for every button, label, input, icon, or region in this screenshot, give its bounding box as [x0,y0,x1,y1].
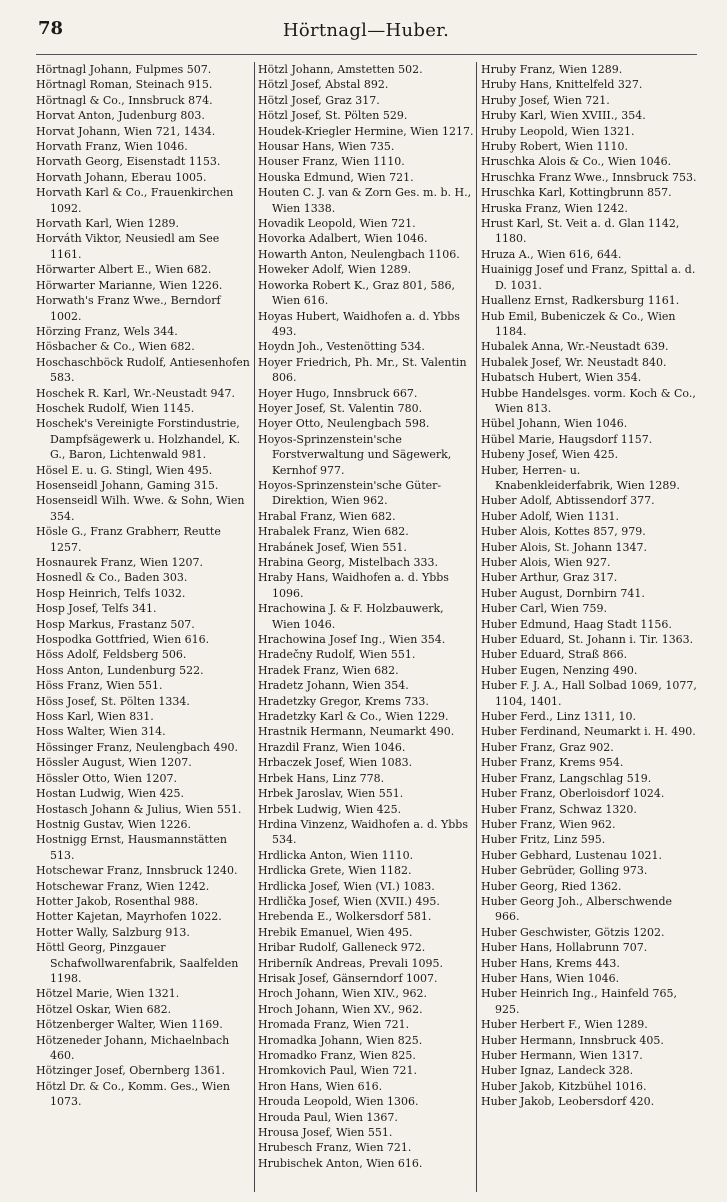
directory-entry: Hruby Leopold, Wien 1321. [481,124,635,138]
directory-entry: Hroch Johann, Wien XV., 962. [258,1002,423,1016]
directory-entry: Hradetzky Gregor, Krems 733. [258,694,429,708]
directory-entry: Hötzl Johann, Amstetten 502. [258,63,423,76]
directory-entry: Hruby Franz, Wien 1289. [481,63,623,76]
directory-entry: Hrubesch Franz, Wien 721. [258,1141,412,1155]
directory-entry: Hoyer Hugo, Innsbruck 667. [258,386,418,400]
directory-entry: Horvath Franz, Wien 1046. [36,140,188,154]
directory-entry: Hromadka Johann, Wien 825. [258,1033,423,1047]
directory-entry: Huber Alois, St. Johann 1347. [481,540,648,554]
directory-entry: Hotschewar Franz, Wien 1242. [36,879,210,893]
directory-entry: Hroch Johann, Wien XIV., 962. [258,987,427,1001]
directory-entry: Huber Franz, Wien 962. [481,817,616,831]
directory-entry: Höttl Georg, Pinzgauer Schafwollwarenfabrik, Saalfelden 1198. [36,941,239,985]
directory-entry: Horváth Viktor, Neusiedl am See 1161. [36,232,220,261]
directory-entry: Horvath Georg, Eisenstadt 1153. [36,155,221,169]
directory-entry: Huber August, Dornbirn 741. [481,586,645,600]
directory-entry: Huber Franz, Graz 902. [481,740,614,754]
directory-entry: Hoyer Friedrich, Ph. Mr., St. Valentin 806. [258,355,467,385]
directory-entry: Hosenseidl Wilh. Wwe. & Sohn, Wien 354. [36,494,245,523]
directory-entry: Hoyos-Sprinzenstein'sche Güter-Direktion, Wien 962. [258,478,442,508]
directory-entry: Hötzel Oskar, Wien 682. [36,1002,172,1016]
directory-entry: Houser Franz, Wien 1110. [258,155,405,169]
directory-entry: Hoydn Joh., Vestenötting 534. [258,340,425,354]
directory-entry: Hotter Kajetan, Mayrhofen 1022. [36,910,222,924]
directory-entry: Hrubischek Anton, Wien 616. [258,1156,423,1170]
directory-entry: Hruby Robert, Wien 1110. [481,140,629,154]
directory-entry: Horvath Johann, Eberau 1005. [36,170,207,184]
directory-entry: Hübel Marie, Haugsdorf 1157. [481,432,653,446]
directory-entry: Hoschek R. Karl, Wr.-Neustadt 947. [36,386,235,400]
directory-entry: Hovorka Adalbert, Wien 1046. [258,232,428,246]
directory-entry: Hötzenberger Walter, Wien 1169. [36,1018,223,1032]
directory-entry: Hoschek Rudolf, Wien 1145. [36,401,195,415]
directory-entry: Hruby Hans, Knittelfeld 327. [481,78,643,92]
directory-entry: Hörzing Franz, Wels 344. [36,324,178,338]
directory-entry: Hössler Otto, Wien 1207. [36,771,177,785]
directory-entry: Hötzl Josef, Graz 317. [258,93,380,107]
directory-entry: Hörtnagl Roman, Steinach 915. [36,78,213,92]
directory-entry: Huber F. J. A., Hall Solbad 1069, 1077, 1104, 1401. [481,679,697,708]
header-rule [36,54,697,55]
directory-entry: Hrabal Franz, Wien 682. [258,509,396,523]
directory-entry: Hoschek's Vereinigte Forstindustrie, Dampfsägewerk u. Holzhandel, K. G., Baron, Lichtenwald 981. [36,417,241,462]
directory-entry: Huber Georg Joh., Alberschwende 966. [481,894,673,924]
directory-entry: Hrouda Paul, Wien 1367. [258,1110,398,1124]
directory-entry: Hösel E. u. G. Stingl, Wien 495. [36,463,213,477]
directory-entry: Huber Ferdinand, Neumarkt i. H. 490. [481,725,696,739]
directory-entry: Hrbek Ludwig, Wien 425. [258,802,402,816]
directory-entry: Huber Hermann, Innsbruck 405. [481,1033,664,1047]
directory-entry: Huber Eduard, Straß 866. [481,648,628,662]
directory-entry: Huber Ferd., Linz 1311, 10. [481,710,636,724]
directory-entry: Höss Franz, Wien 551. [36,679,163,693]
directory-column-1 [36,62,252,1192]
directory-entry: Hörtnagl Johann, Fulpmes 507. [36,63,212,76]
directory-entry: Hrazdil Franz, Wien 1046. [258,740,406,754]
directory-entry: Hoss Karl, Wien 831. [36,710,154,724]
directory-entry: Hrabánek Josef, Wien 551. [258,540,407,554]
column-divider [254,62,255,1192]
directory-entry: Huber Arthur, Graz 317. [481,571,618,585]
directory-entry: Hübel Johann, Wien 1046. [481,417,628,431]
directory-entry: Hrabina Georg, Mistelbach 333. [258,556,439,569]
directory-entry: Hraby Hans, Waidhofen a. d. Ybbs 1096. [258,571,449,600]
directory-entry: Houska Edmund, Wien 721. [258,170,414,184]
directory-entry: Hrdlicka Anton, Wien 1110. [258,848,414,862]
directory-entry: Hrebenda E., Wolkersdorf 581. [258,910,432,924]
directory-entry: Hradetz Johann, Wien 354. [258,679,409,693]
column-divider [476,62,477,1192]
directory-entry: Housar Hans, Wien 735. [258,140,395,154]
page-number: 78 [38,18,64,39]
directory-entry: Hössinger Franz, Neulengbach 490. [36,740,238,754]
directory-entry: Huber Franz, Langschlag 519. [481,771,652,785]
directory-entry: Hruschka Karl, Kottingbrunn 857. [481,186,672,200]
directory-entry: Huber Eduard, St. Johann i. Tir. 1363. [481,633,694,647]
directory-entry: Höss Josef, St. Pölten 1334. [36,694,190,708]
directory-entry: Hörwarter Marianne, Wien 1226. [36,278,223,292]
directory-entry: Huber Hans, Hollabrunn 707. [481,941,648,955]
directory-entry: Huber Hermann, Wien 1317. [481,1049,643,1062]
directory-entry: Hrdina Vinzenz, Waidhofen a. d. Ybbs 534. [258,817,468,847]
directory-entry: Hubeny Josef, Wien 425. [481,448,619,462]
directory-column-2 [258,62,474,1192]
directory-entry: Hoss Anton, Lundenburg 522. [36,663,204,677]
directory-entry: Hospodka Gottfried, Wien 616. [36,633,210,647]
directory-entry: Hruby Karl, Wien XVIII., 354. [481,109,646,123]
directory-entry: Huber Gebhard, Lustenau 1021. [481,848,662,862]
directory-entry: Hotschewar Franz, Innsbruck 1240. [36,864,238,878]
directory-entry: Hrachowina Josef Ing., Wien 354. [258,633,446,647]
directory-entry: Hruza A., Wien 616, 644. [481,247,622,261]
directory-entry: Hrbek Jaroslav, Wien 551. [258,787,404,801]
directory-entry: Hruschka Franz Wwe., Innsbruck 753. [481,170,697,184]
directory-entry: Huber Herbert F., Wien 1289. [481,1018,648,1032]
directory-entry: Huber Edmund, Haag Stadt 1156. [481,617,672,631]
directory-entry: Huber Alois, Wien 927. [481,556,611,569]
directory-entry: Howeker Adolf, Wien 1289. [258,263,412,277]
directory-entry: Hrebik Emanuel, Wien 495. [258,925,413,939]
directory-entry: Hron Hans, Wien 616. [258,1079,383,1093]
directory-entry: Houdek-Kriegler Hermine, Wien 1217. [258,124,474,138]
directory-entry: Hörwarter Albert E., Wien 682. [36,263,212,277]
directory-entry: Huber Jakob, Leobersdorf 420. [481,1095,655,1109]
directory-entry: Huber Georg, Ried 1362. [481,879,622,893]
directory-entry: Hubalek Josef, Wr. Neustadt 840. [481,355,667,369]
directory-entry: Hubalek Anna, Wr.-Neustadt 639. [481,340,669,354]
directory-entry: Hötzeneder Johann, Michaelnbach 460. [36,1033,230,1062]
directory-entry: Hromadko Franz, Wien 825. [258,1049,416,1062]
directory-entry: Huber Hans, Wien 1046. [481,971,620,985]
directory-entry: Hrisak Josef, Gänserndorf 1007. [258,971,438,985]
page-title: Hörtnagl—Huber. [282,20,450,41]
directory-entry: Hosnedl & Co., Baden 303. [36,571,188,585]
directory-entry: Hromada Franz, Wien 721. [258,1018,410,1032]
directory-entry: Hoyer Josef, St. Valentin 780. [258,401,423,415]
directory-entry: Hösle G., Franz Grabherr, Reutte 1257. [36,525,221,554]
directory-entry: Hradečny Rudolf, Wien 551. [258,648,416,662]
directory-entry: Huber Carl, Wien 759. [481,602,607,616]
directory-entry: Hosp Markus, Frastanz 507. [36,617,195,631]
directory-entry: Hosp Josef, Telfs 341. [36,602,157,616]
directory-entry: Hrbaczek Josef, Wien 1083. [258,756,413,770]
directory-entry: Hruby Josef, Wien 721. [481,93,610,107]
directory-entry: Hradetzky Karl & Co., Wien 1229. [258,710,449,724]
directory-entry: Hostan Ludwig, Wien 425. [36,787,185,801]
directory-entry: Hötzl Dr. & Co., Komm. Ges., Wien 1073. [36,1079,230,1109]
directory-entry: Hubatsch Hubert, Wien 354. [481,371,642,385]
directory-entry: Hrouda Leopold, Wien 1306. [258,1095,419,1109]
directory-entry: Hruska Franz, Wien 1242. [481,201,628,215]
directory-entry: Hostnigg Ernst, Hausmannstätten 513. [36,833,227,862]
directory-entry: Hrousa Josef, Wien 551. [258,1126,393,1140]
directory-entry: Hösbacher & Co., Wien 682. [36,340,195,354]
directory-entry: Hötzel Marie, Wien 1321. [36,987,180,1001]
directory-entry: Horvat Johann, Wien 721, 1434. [36,124,216,138]
directory-entry: Hoschaschböck Rudolf, Antiesenhofen 583. [36,355,250,385]
directory-entry: Huber, Herren- u. Knabenkleiderfabrik, Wien 1289. [481,463,680,492]
directory-entry: Huber Fritz, Linz 595. [481,833,606,847]
directory-entry: Hriberník Andreas, Prevali 1095. [258,956,443,970]
directory-entry: Houten C. J. van & Zorn Ges. m. b. H., Wien 1338. [258,186,472,215]
directory-entry: Horwath's Franz Wwe., Berndorf 1002. [36,294,221,323]
directory-entry: Huber Geschwister, Götzis 1202. [481,925,665,939]
directory-entry: Hotter Wally, Salzburg 913. [36,925,190,939]
directory-entry: Huber Jakob, Kitzbühel 1016. [481,1079,647,1093]
directory-entry: Howarth Anton, Neulengbach 1106. [258,247,460,261]
directory-entry: Howorka Robert K., Graz 801, 586, Wien 616. [258,278,455,308]
directory-entry: Hostnig Gustav, Wien 1226. [36,817,192,831]
directory-entry: Hrabalek Franz, Wien 682. [258,525,409,539]
directory-entry: Hrdlička Josef, Wien (XVII.) 495. [258,894,440,908]
directory-entry: Huber Franz, Krems 954. [481,756,624,770]
directory-entry: Huber Franz, Schwaz 1320. [481,802,637,816]
directory-entry: Hubbe Handelsges. vorm. Koch & Co., Wien 813. [481,386,696,415]
directory-entry: Hörtnagl & Co., Innsbruck 874. [36,93,213,107]
page-header [36,16,696,50]
directory-entry: Hromkovich Paul, Wien 721. [258,1064,417,1078]
directory-entry: Hruschka Alois & Co., Wien 1046. [481,155,672,169]
directory-entry: Horvat Anton, Judenburg 803. [36,109,205,123]
directory-entry: Huber Eugen, Nenzing 490. [481,663,638,677]
directory-entry: Horvath Karl, Wien 1289. [36,217,180,231]
directory-entry: Hotter Jakob, Rosenthal 988. [36,894,199,908]
directory-entry: Hribar Rudolf, Galleneck 972. [258,941,426,955]
directory-entry: Huber Gebrüder, Golling 973. [481,864,648,878]
directory-entry: Huber Hans, Krems 443. [481,956,620,970]
directory-entry: Huber Ignaz, Landeck 328. [481,1064,634,1078]
directory-entry: Hrdlicka Grete, Wien 1182. [258,864,412,878]
directory-entry: Huallenz Ernst, Radkersburg 1161. [481,294,680,308]
directory-entry: Horvath Karl & Co., Frauenkirchen 1092. [36,186,234,215]
directory-entry: Hrbek Hans, Linz 778. [258,771,385,785]
directory-entry: Hötzl Josef, Abstal 892. [258,78,389,92]
directory-entry: Hoss Walter, Wien 314. [36,725,166,739]
directory-entry: Hoyer Otto, Neulengbach 598. [258,417,430,431]
directory-entry: Hrust Karl, St. Veit a. d. Glan 1142, 1180. [481,217,680,246]
directory-entry: Hosenseidl Johann, Gaming 315. [36,478,219,492]
directory-entry: Hrastnik Hermann, Neumarkt 490. [258,725,455,739]
directory-entry: Huber Heinrich Ing., Hainfeld 765, 925. [481,987,678,1016]
directory-column-3 [481,62,697,1192]
directory-entry: Hötzinger Josef, Obernberg 1361. [36,1064,225,1078]
directory-entry: Hössler August, Wien 1207. [36,756,192,770]
directory-entry: Hoyos-Sprinzenstein'sche Forstverwaltung und Sägewerk, Kernhof 977. [258,432,452,477]
directory-entry: Hötzl Josef, St. Pölten 529. [258,109,408,123]
directory-entry: Huber Franz, Oberloisdorf 1024. [481,787,665,801]
directory-entry: Huainigg Josef und Franz, Spittal a. d. D. 1031. [481,263,696,292]
directory-entry: Hosp Heinrich, Telfs 1032. [36,586,186,600]
directory-entry: Hovadik Leopold, Wien 721. [258,217,416,231]
directory-entry: Hrdlicka Josef, Wien (VI.) 1083. [258,879,435,893]
directory-entry: Huber Adolf, Wien 1131. [481,509,619,523]
directory-entry: Hostasch Johann & Julius, Wien 551. [36,802,242,816]
directory-entry: Hradek Franz, Wien 682. [258,663,399,677]
directory-entry: Huber Alois, Kottes 857, 979. [481,525,646,539]
directory-entry: Huber Adolf, Abtissendorf 377. [481,494,655,508]
directory-entry: Hrachowina J. & F. Holzbauwerk, Wien 1046. [258,602,444,631]
directory-entry: Höss Adolf, Feldsberg 506. [36,648,187,662]
directory-entry: Hosnaurek Franz, Wien 1207. [36,556,204,569]
directory-entry: Hub Emil, Bubeniczek & Co., Wien 1184. [481,309,676,338]
directory-entry: Hoyas Hubert, Waidhofen a. d. Ybbs 493. [258,309,460,338]
